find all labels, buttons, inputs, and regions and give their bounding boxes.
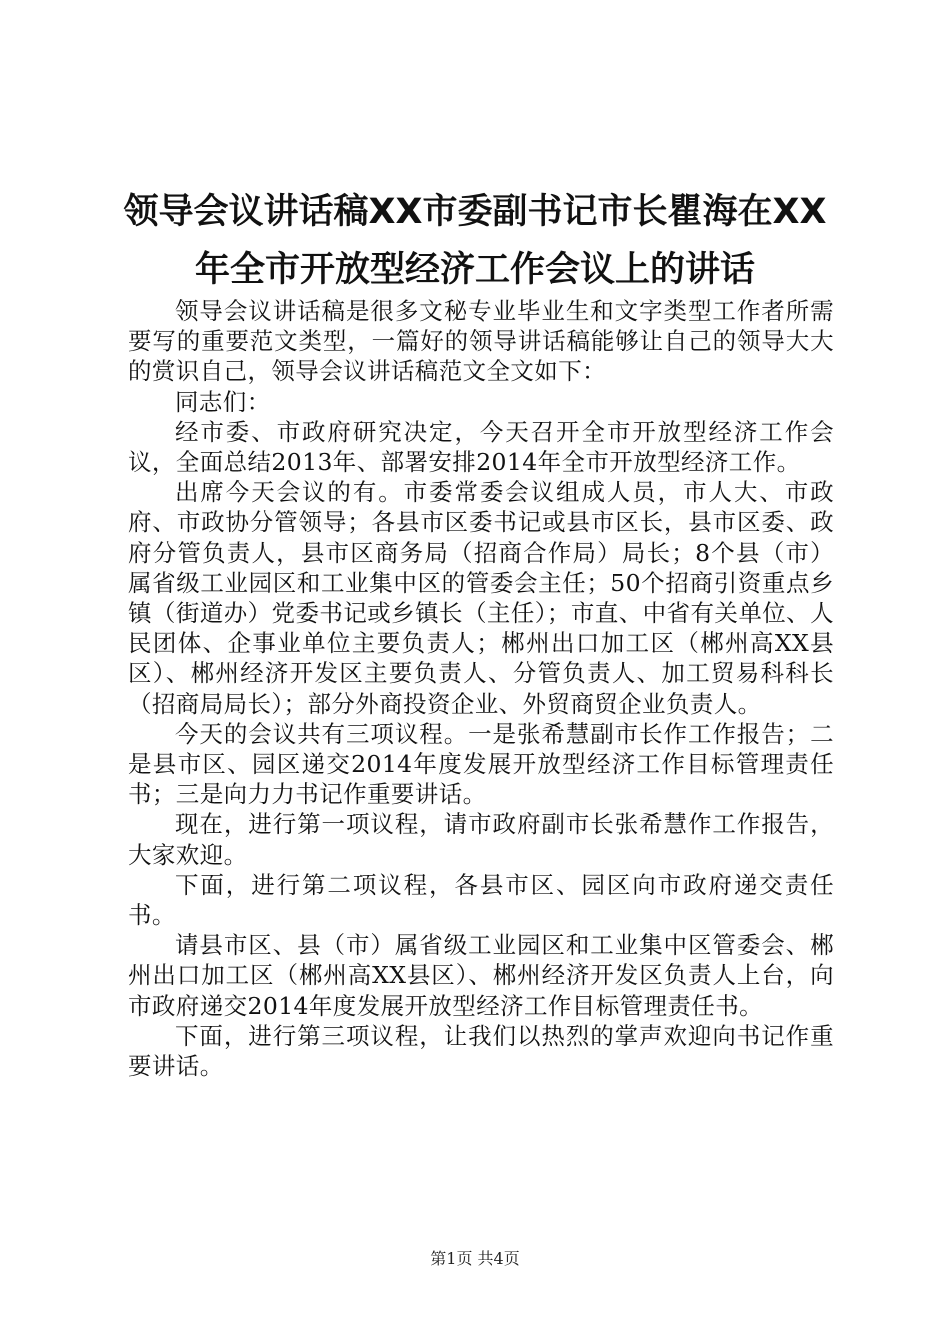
paragraph-item-two: 下面，进行第二项议程，各县市区、园区向市政府递交责任书。 [128,870,834,930]
document-body [128,296,834,1081]
paragraph-item-two-detail: 请县市区、县（市）属省级工业园区和工业集中区管委会、郴州出口加工区（郴州高XX县区）、郴州经济开发区负责人上台，向市政府递交2014年度发展开放型经济工作目标管理责任书。 [128,931,834,1020]
paragraph-attendees: 出席今天会议的有。市委常委会议组成人员，市人大、市政府、市政协分管领导；各县市区委书记或县市区长，县市区委、政府分管负责人，县市区商务局（招商合作局）局长；8个县（市）属省级工业园区和工业集中区的管委会主任；50个招商引资重点乡镇（街道办）党委书记或乡镇长（主任）；市直、中省有关单位、人民团体、企事业单位主要负责人；郴州出口加工区（郴州高XX县区）、郴州经济开发区主要负责人、分管负责人、加工贸易科科长（招商局局长）；部分外商投资企业、外贸商贸企业负责人。 [128,478,834,718]
paragraph-agenda: 今天的会议共有三项议程。一是张希慧副市长作工作报告；二是县市区、园区递交2014年度发展开放型经济工作目标管理责任书；三是向力力书记作重要讲话。 [128,719,834,809]
document-title: 领导会议讲话稿XX市委副书记市长瞿海在XX年全市开放型经济工作会议上的讲话 [123,192,827,290]
page-number: 第1页 共4页 [430,1249,520,1268]
paragraph-item-one: 现在，进行第一项议程，请市政府副市长张希慧作工作报告，大家欢迎。 [128,810,834,869]
paragraph-intro: 领导会议讲话稿是很多文秘专业毕业生和文字类型工作者所需要写的重要范文类型，一篇好的领导讲话稿能够让自己的领导大大的赏识自己，领导会议讲话稿范文全文如下： [128,297,834,386]
paragraph-salutation: 同志们： [175,387,271,416]
paragraph-purpose: 经市委、市政府研究决定，今天召开全市开放型经济工作会议，全面总结2013年、部署安排2014年全市开放型经济工作。 [128,417,834,477]
paragraph-item-three: 下面，进行第三项议程，让我们以热烈的掌声欢迎向书记作重要讲话。 [128,1021,834,1081]
